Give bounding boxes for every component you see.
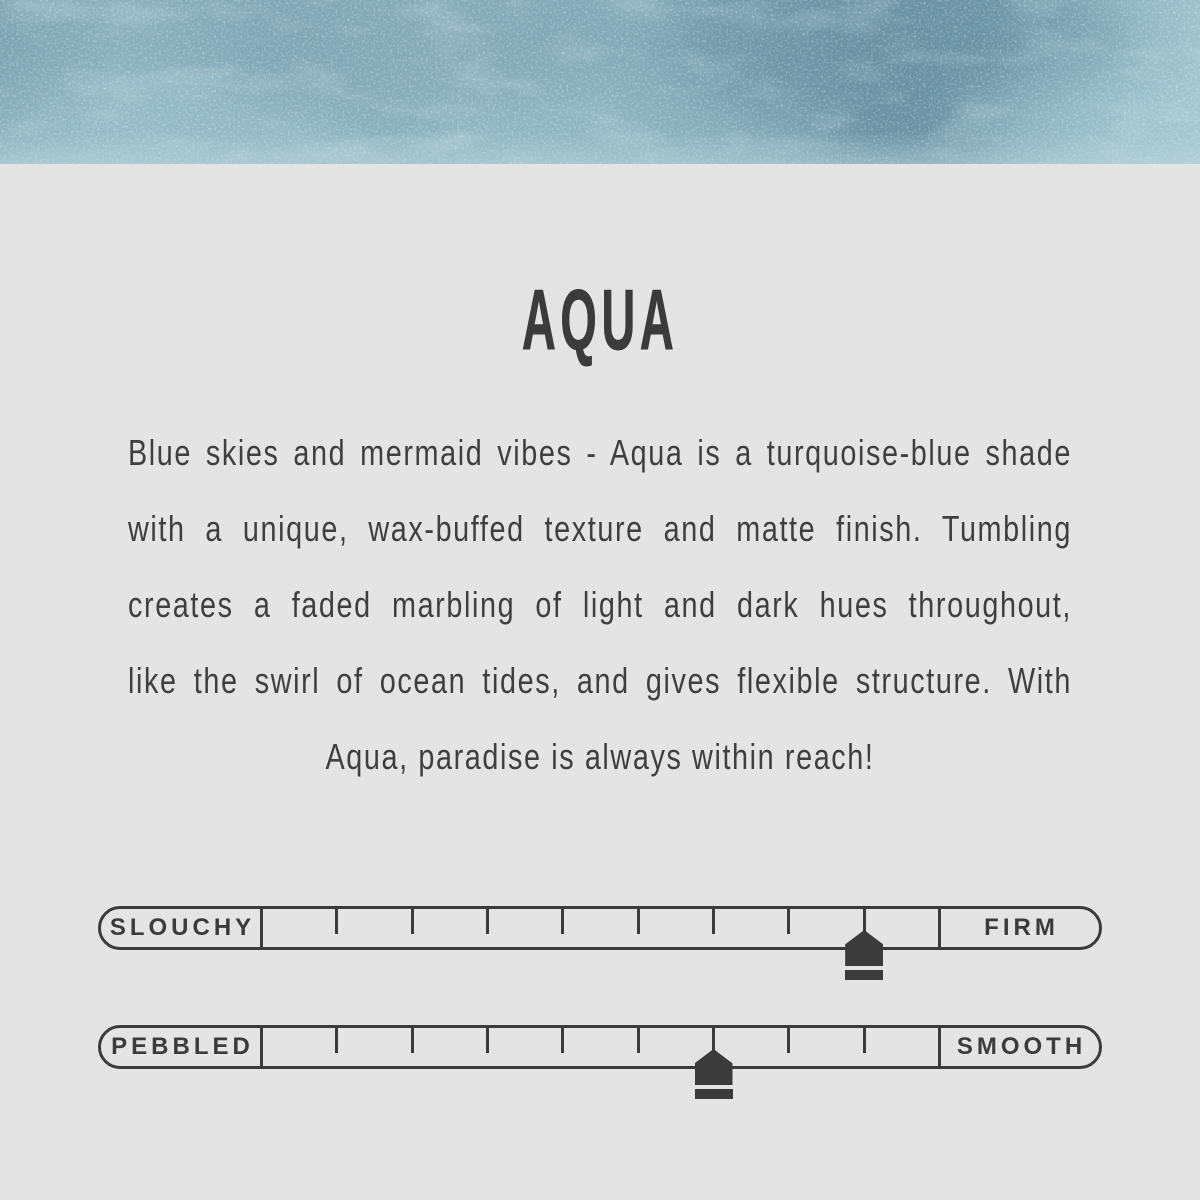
tick-mark: [411, 909, 414, 934]
leather-swatch-image: [0, 0, 1200, 164]
description-line: creates a faded marbling of light and dark hues throughout,: [128, 584, 1072, 625]
color-description: [128, 415, 1072, 795]
description-line: Aqua, paradise is always within reach!: [325, 736, 875, 777]
description-line: like the swirl of ocean tides, and gives flexible structure. With: [128, 660, 1072, 701]
tick-mark: [561, 1028, 564, 1053]
tick-mark: [712, 909, 715, 934]
tick-mark: [863, 1028, 866, 1053]
position-marker-base: [845, 970, 883, 980]
description-line: with a unique, wax-buffed texture and matte finish. Tumbling: [128, 508, 1072, 549]
tick-mark: [486, 1028, 489, 1053]
texture-scale-right-label: SMOOTH: [956, 1033, 1087, 1060]
position-marker-icon: [845, 930, 883, 966]
structure-scale-left-label: SLOUCHY: [109, 914, 256, 941]
texture-scale-left-label: PEBBLED: [111, 1033, 254, 1060]
page-title: [0, 266, 1200, 376]
tick-mark: [787, 909, 790, 934]
tick-mark: [637, 909, 640, 934]
structure-scale-slouchy-firm: [98, 906, 1102, 950]
texture-scale-track: [101, 1028, 1099, 1066]
structure-scale-right-label: FIRM: [984, 914, 1059, 941]
leather-texture-graphic: [0, 0, 1200, 164]
tick-mark: [486, 909, 489, 934]
tick-mark: [335, 909, 338, 934]
page-title-text: AQUA: [521, 273, 679, 368]
tick-mark: [637, 1028, 640, 1053]
position-marker-base: [695, 1089, 733, 1099]
tick-mark: [335, 1028, 338, 1053]
tick-mark: [561, 909, 564, 934]
label-divider: [260, 1028, 263, 1066]
texture-scale-pebbled-smooth: [98, 1025, 1102, 1069]
description-line: Blue skies and mermaid vibes - Aqua is a turquoise-blue shade: [128, 432, 1072, 473]
label-divider: [260, 909, 263, 947]
structure-scale-track: [101, 909, 1099, 947]
tick-mark: [787, 1028, 790, 1053]
position-marker-icon: [695, 1049, 733, 1085]
tick-mark: [411, 1028, 414, 1053]
